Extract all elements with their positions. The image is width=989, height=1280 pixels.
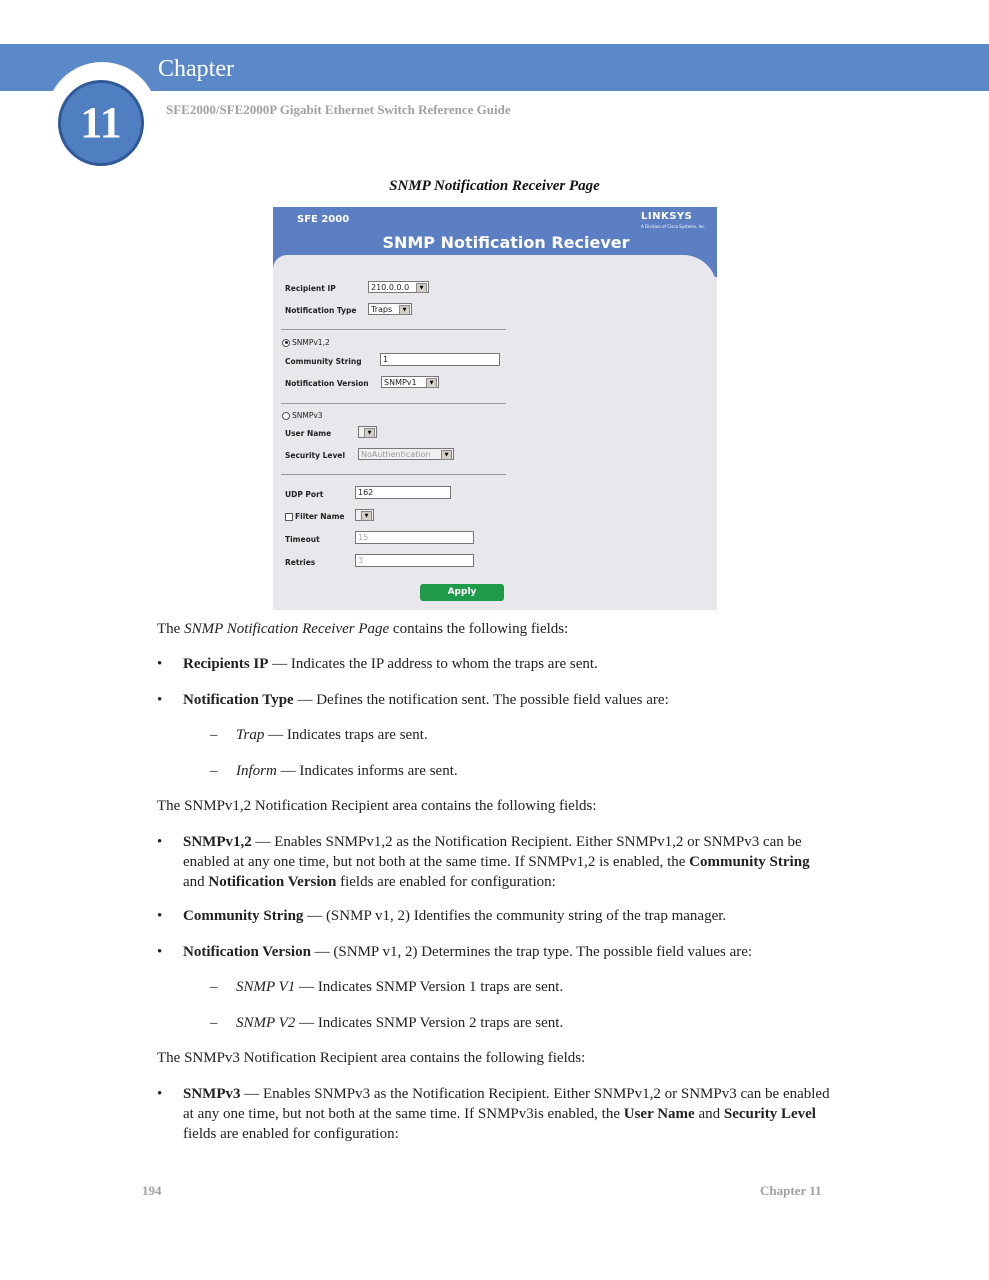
definition: and [694, 1106, 724, 1122]
page-number: 194 [142, 1183, 162, 1198]
bullet: • [157, 1086, 163, 1102]
user-name-select[interactable] [358, 426, 377, 438]
security-level-label: Security Level [285, 451, 346, 460]
filter-name-checkbox[interactable] [285, 512, 345, 521]
term: User Name [623, 1106, 695, 1122]
chapter-heading: Chapter [158, 56, 234, 82]
term: Community String [183, 908, 304, 924]
dash: – [210, 1015, 218, 1031]
bullet: • [157, 944, 163, 960]
udp-port-input[interactable]: 162 [355, 486, 451, 499]
term: Trap [236, 727, 265, 743]
definition: — Indicates traps are sent. [264, 727, 428, 743]
term: SNMPv1,2 [183, 834, 252, 850]
chevron-down-icon: ▼ [441, 450, 452, 460]
snmpv3-radio-label: SNMPv3 [292, 411, 323, 420]
snmpv3-radio[interactable] [282, 411, 323, 420]
definition: — (SNMP v1, 2) Identifies the community string of the trap manager. [303, 908, 727, 924]
definition: — Indicates informs are sent. [276, 763, 458, 779]
definition: and [183, 874, 209, 890]
definition: fields are enabled for configuration: [183, 1126, 399, 1142]
filter-name-label: Filter Name [295, 512, 345, 521]
chevron-down-icon: ▼ [416, 283, 427, 293]
snmpv12-radio[interactable] [282, 338, 330, 347]
term: Notification Version [208, 874, 337, 890]
screenshot-title: SNMP Notification Reciever [382, 233, 630, 252]
term: SNMP V1 [236, 979, 296, 995]
retries-input[interactable]: 3 [355, 554, 474, 567]
guide-title: SFE2000/SFE2000P Gigabit Ethernet Switch Reference Guide [166, 102, 511, 117]
divider [281, 474, 506, 475]
logo-subtitle: A Division of Cisco Systems, Inc. [641, 224, 706, 229]
bullet: • [157, 908, 163, 924]
user-name-label: User Name [285, 429, 332, 438]
definition: — Indicates the IP address to whom the traps are sent. [268, 656, 598, 672]
radio-selected-icon [282, 339, 290, 347]
definition: — Defines the notification sent. The possible field values are: [293, 692, 669, 708]
bullet: • [157, 656, 163, 672]
recipient-ip-select[interactable] [368, 281, 429, 293]
definition: — Indicates SNMP Version 1 traps are sent. [295, 979, 564, 995]
intro-text: The [157, 621, 185, 637]
chapter-number-badge: 11 [58, 80, 144, 166]
notification-version-select[interactable] [381, 376, 439, 388]
chapter-header-band [0, 44, 989, 91]
term: SNMPv3 [183, 1086, 241, 1102]
definition: — Enables SNMPv3 as the Notification Recipient. Either SNMPv1,2 or SNMPv3 can be enabled at any one time, but not both at the same time. If SNMPv3is enabled, the [183, 1086, 830, 1122]
chevron-down-icon: ▼ [426, 378, 437, 388]
chevron-down-icon: ▼ [399, 305, 410, 315]
linksys-logo: LINKSYS [641, 211, 693, 222]
chevron-down-icon: ▼ [361, 511, 372, 521]
dash: – [210, 727, 218, 743]
term: SNMP V2 [236, 1015, 296, 1031]
term: Security Level [723, 1106, 816, 1122]
dash: – [210, 763, 218, 779]
term: Inform [236, 763, 277, 779]
dash: – [210, 979, 218, 995]
divider [281, 403, 506, 404]
security-level-value: NoAuthentication [361, 450, 431, 459]
community-string-label: Community String [285, 357, 362, 366]
notification-type-label: Notification Type [285, 306, 357, 315]
term: Community String [689, 854, 810, 870]
notification-type-select[interactable] [368, 303, 412, 315]
figure-caption: SNMP Notification Receiver Page [389, 178, 600, 194]
chevron-down-icon: ▼ [364, 428, 375, 438]
intro-emphasis: SNMP Notification Receiver Page [184, 621, 390, 637]
timeout-input[interactable]: 15 [355, 531, 474, 544]
udp-port-label: UDP Port [285, 490, 324, 499]
radio-unselected-icon [282, 412, 290, 420]
security-level-select[interactable] [358, 448, 454, 460]
retries-label: Retries [285, 558, 316, 567]
checkbox-icon [285, 513, 293, 521]
recipient-ip-label: Recipient IP [285, 284, 336, 293]
snmp-receiver-screenshot [273, 207, 717, 610]
bullet: • [157, 834, 163, 850]
definition: — Indicates SNMP Version 2 traps are sent. [295, 1015, 564, 1031]
community-string-input[interactable]: 1 [380, 353, 500, 366]
footer-chapter: Chapter 11 [760, 1183, 822, 1198]
bullet: • [157, 692, 163, 708]
term: Recipients IP [183, 656, 269, 672]
divider [281, 329, 506, 330]
filter-name-select[interactable] [355, 509, 374, 521]
term: Notification Version [183, 944, 311, 960]
notification-version-value: SNMPv1 [384, 378, 417, 387]
product-name: SFE 2000 [297, 214, 350, 225]
snmpv12-radio-label: SNMPv1,2 [292, 338, 330, 347]
notification-version-label: Notification Version [285, 379, 369, 388]
definition: fields are enabled for configuration: [336, 874, 556, 890]
timeout-label: Timeout [285, 535, 320, 544]
definition: — Enables SNMPv1,2 as the Notification Recipient. Either SNMPv1,2 or SNMPv3 can be enabled at any one time, but not both at the same time. If SNMPv1,2 is enabled, the [183, 834, 802, 870]
apply-button[interactable]: Apply [420, 584, 504, 601]
definition: — (SNMP v1, 2) Determines the trap type. The possible field values are: [310, 944, 753, 960]
snmpv3-section-intro: The SNMPv3 Notification Recipient area contains the following fields: [157, 1050, 586, 1066]
intro-text-end: contains the following fields: [389, 621, 569, 637]
snmpv12-section-intro: The SNMPv1,2 Notification Recipient area contains the following fields: [157, 798, 597, 814]
notification-type-value: Traps [371, 305, 393, 314]
intro-paragraph [157, 619, 568, 639]
recipient-ip-value: 210.0.0.0 [371, 283, 410, 292]
term: Notification Type [183, 692, 294, 708]
